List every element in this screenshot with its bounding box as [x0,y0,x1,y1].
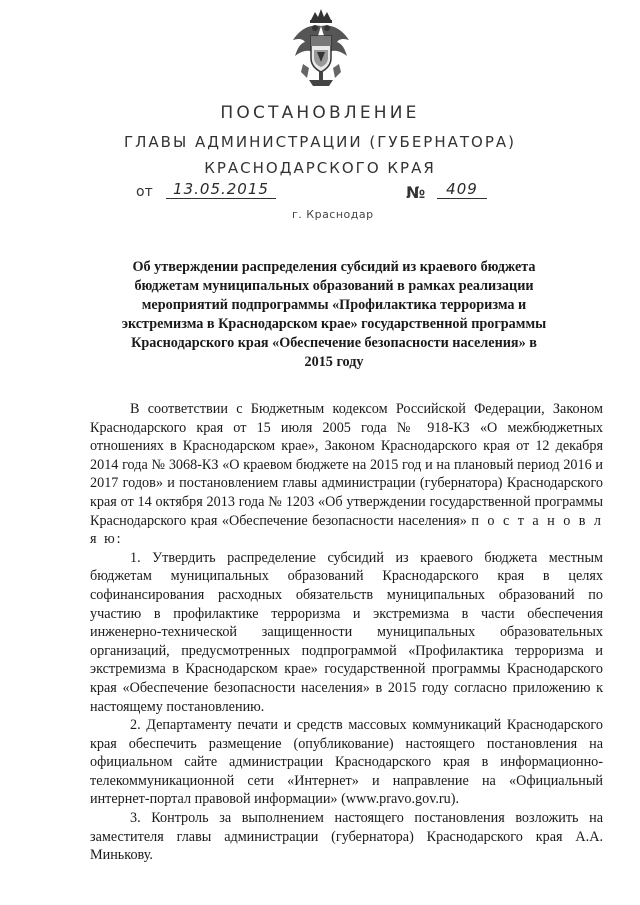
date-prefix: от [136,184,153,200]
item-3-paragraph: 3. Контроль за выполнением настоящего постановления возложить на заместителя главы администрации (губернатора) Краснодарского края А.А. Минькову. [90,810,603,864]
coat-of-arms-emblem [289,6,353,92]
document-number: 409 [437,180,487,199]
number-prefix: № [406,183,426,202]
city-name: г. Краснодар [292,208,374,221]
issuer-heading: ГЛАВЫ АДМИНИСТРАЦИИ (ГУБЕРНАТОРА) [123,133,517,151]
document-title: Об утверждении распределения субсидий из краевого бюджета бюджетам муниципальных образований в рамках реализации мероприятий подпрограммы «Профилактика терроризма и экстремизма в Краснодарском крае» государственной программы Краснодарского края «Обеспечение безопасности населения» в 2015 году [121,259,547,370]
region-heading: КРАСНОДАРСКОГО КРАЯ [204,159,436,177]
preamble-paragraph [90,400,603,549]
document-body [90,400,603,865]
item-1-paragraph: 1. Утвердить распределение субсидий из краевого бюджета местным бюджетам муниципальных образований Краснодарского края в целях софинансирования расходных обязательств муниципальных образований по участию в профилактике терроризма и экстремизма в части обеспечения инженерно-технической защищенности муниципальных образовательных организаций, предусмотренных подпрограммой «Профилактика терроризма и экстремизма в Краснодарском крае» государственной программы Краснодарского края «Обеспечение безопасности населения» в 2015 году согласно приложению к настоящему постановлению. [90,549,603,715]
document-date: 13.05.2015 [166,180,276,199]
decree-word: п о с т а н о в л я ю: [90,512,604,548]
preamble-text: В соответствии с Бюджетным кодексом Российской Федерации, Законом Краснодарского края от 15 июля 2005 года № 918-КЗ «О межбюджетных отношениях в Краснодарском крае», Законом Краснодарского края от 12 декабря 2014 года № 3068-КЗ «О краевом бюджете на 2015 год и на плановый период 2016 и 2017 годов» и постановлением главы администрации (губернатора) Краснодарского края от 14 октября 2013 года № 1203 «Об утверждении государственной программы Краснодарского края «Обеспечение безопасности населения» [90,401,603,529]
item-2-paragraph: 2. Департаменту печати и средств массовых коммуникаций Краснодарского края обеспечить размещение (опубликование) настоящего постановления на официальном сайте администрации Краснодарского края в информационно-телекоммуникационной сети «Интернет» и направление на «Официальный интернет-портал правовой информации» (www.pravo.gov.ru). [90,717,603,808]
document-type-heading: ПОСТАНОВЛЕНИЕ [220,103,420,123]
